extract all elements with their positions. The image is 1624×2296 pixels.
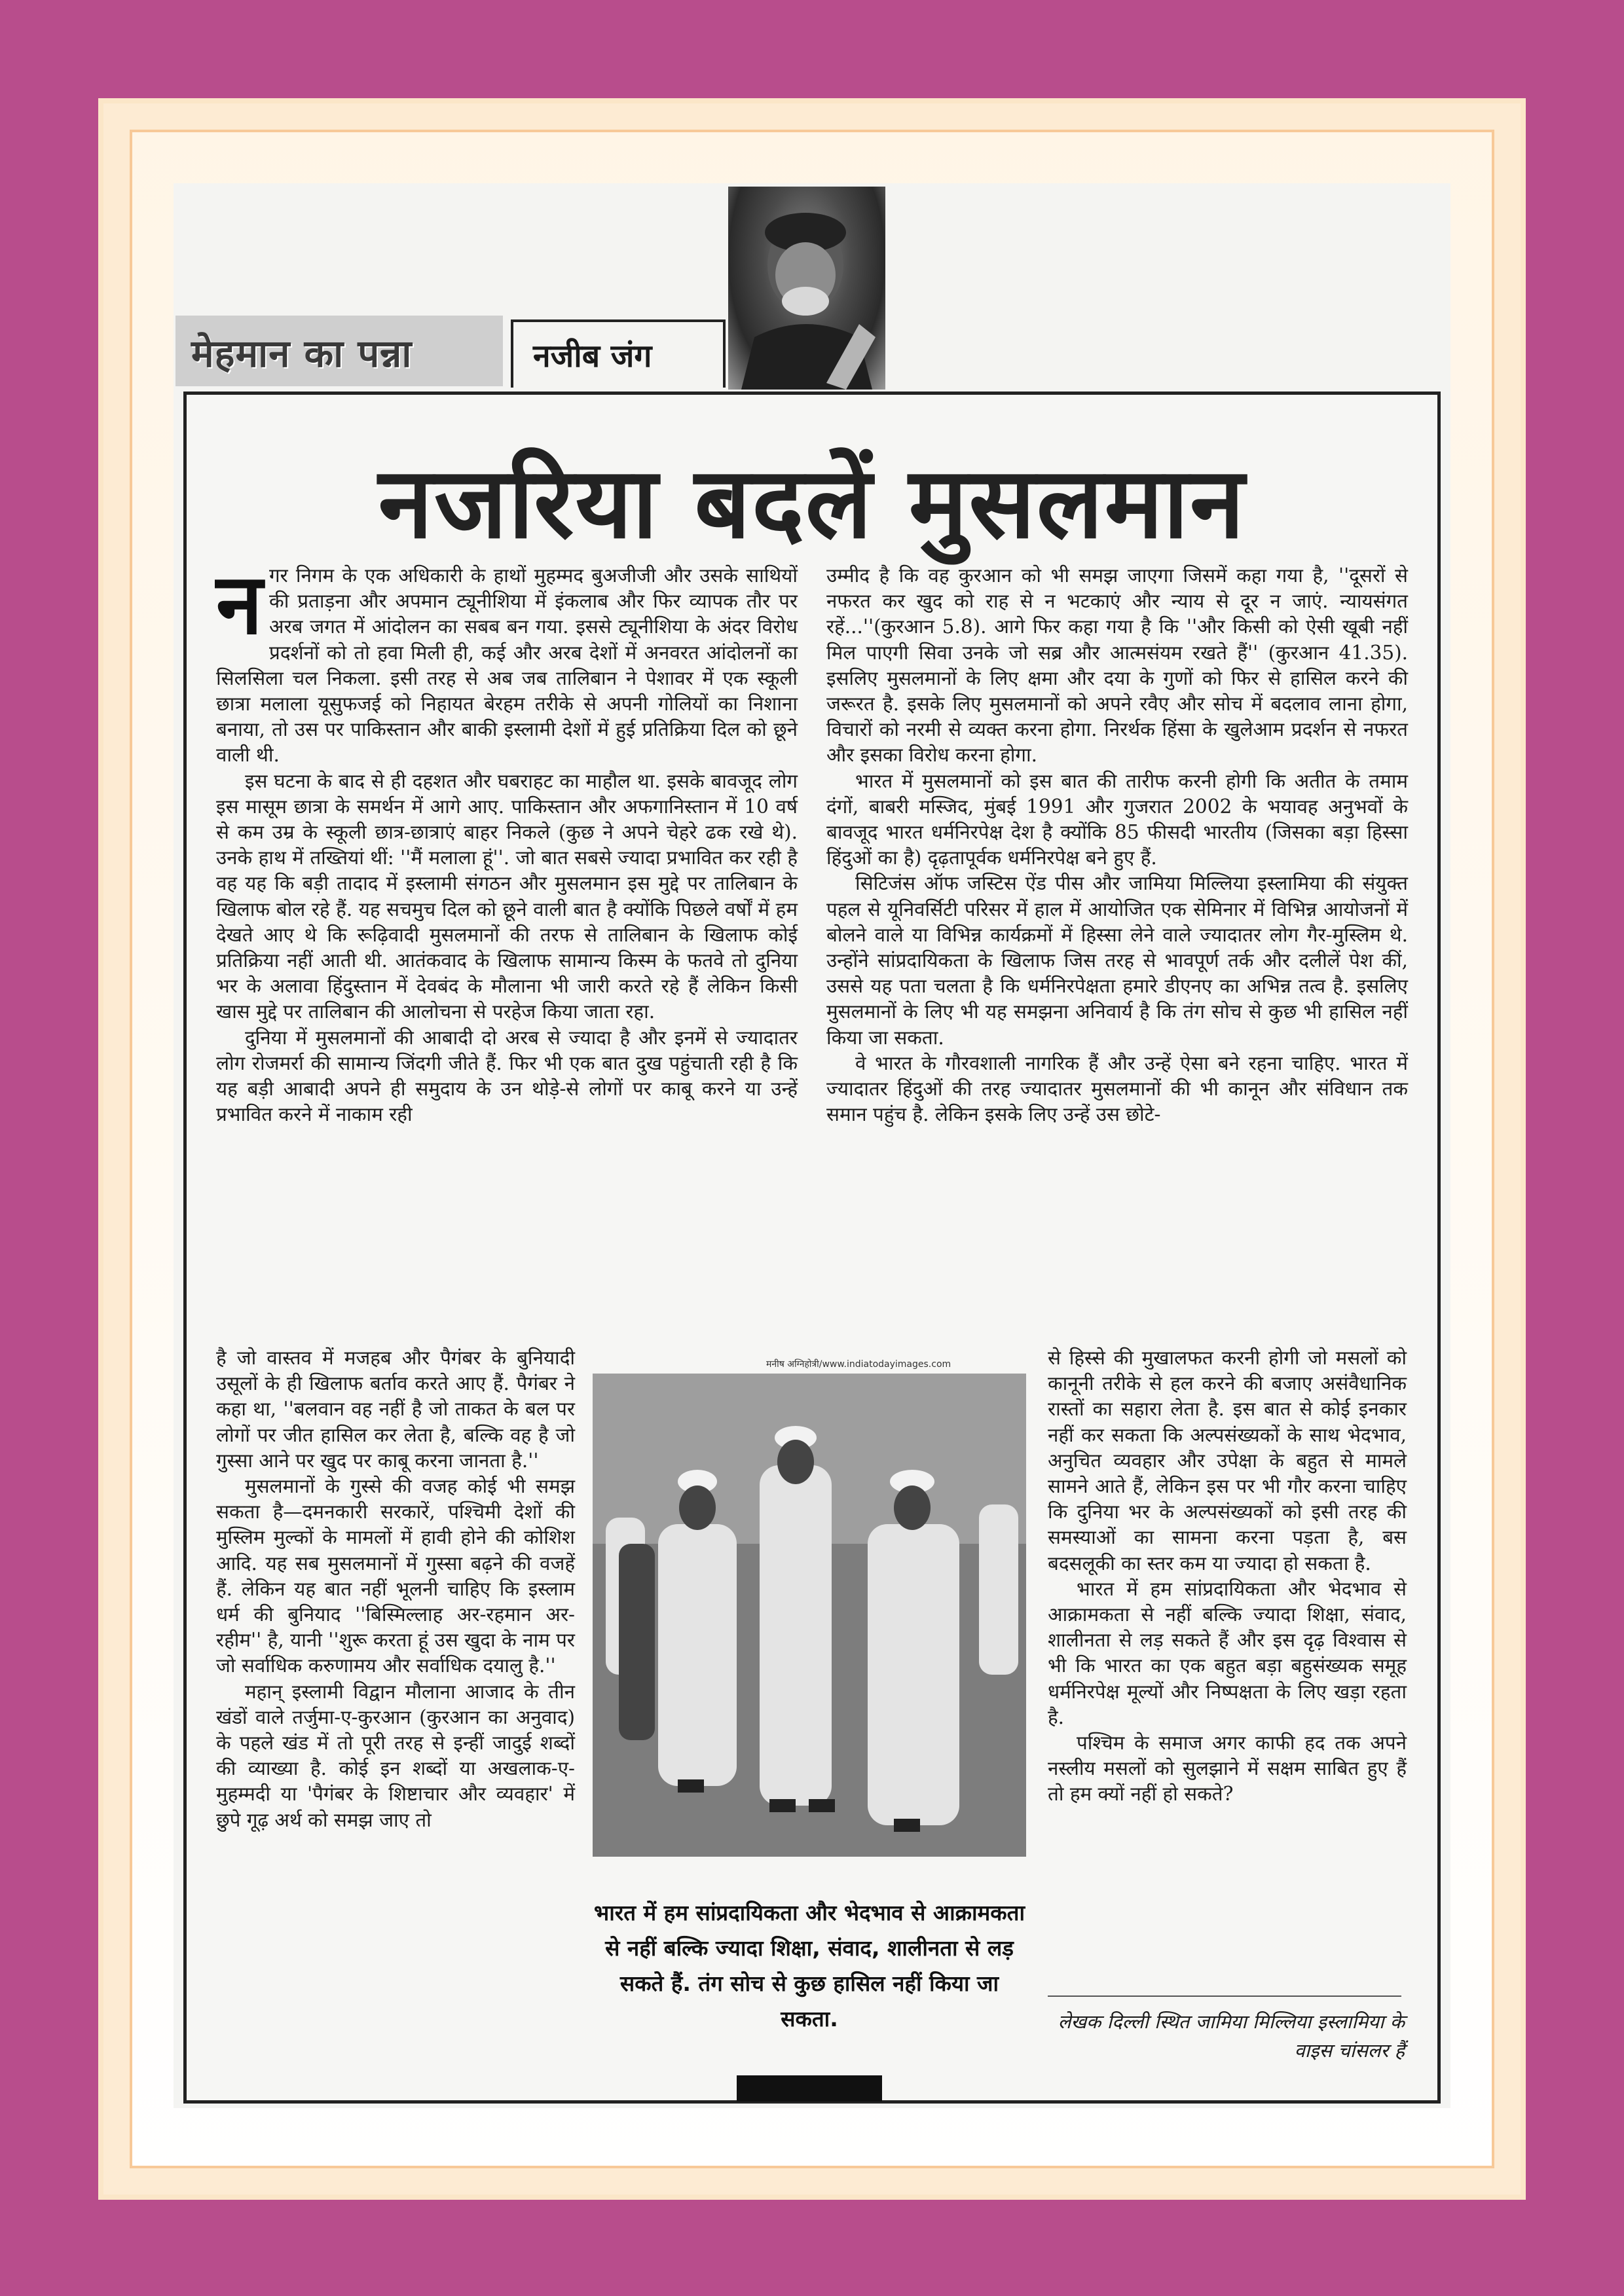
article-paragraph: पश्चिम के समाज अगर काफी हद तक अपने नस्लीय मसलों को सुलझाने में सक्षम साबित हुए हैं तो हम क्यों नहीं हो सकते? — [1048, 1732, 1407, 1806]
author-name: नजीब जंग — [533, 338, 652, 374]
bottom-bar — [737, 2075, 882, 2102]
article-column-1 — [216, 556, 798, 1127]
article-paragraph: सिटिजंस ऑफ जस्टिस ऐंड पीस और जामिया मिल्लिया इस्लामिया की संयुक्त पहल से यूनिवर्सिटी परिसर में हाल में आयोजित एक सेमिनार में विभिन्न आयोजनों में बोलने वाले या विभिन्न कार्यक्रमों में हिस्सा लेने वाले ज्यादातर लोग गैर-मुस्लिम थे. उन्होंने सांप्रदायिकता के खिलाफ जिस तरह से भावपूर्ण तर्क और दलीलें पेश कीं, उससे यह पता चलता है कि धर्मनिरपेक्षता हमारे डीएनए का अभिन्न तत्व है. इसलिए मुसलमानों के लिए भी यह समझना अनिवार्य है कि तंग सोच से कुछ भी हासिल नहीं किया जा सकता. — [826, 872, 1408, 1049]
drop-cap: न — [216, 556, 263, 653]
article-paragraph: महान् इस्लामी विद्वान मौलाना आजाद के तीन खंडों वाले तर्जुमा-ए-कुरआन (कुरआन का अनुवाद) के पहले खंड में तो पूरी तरह से इन्हीं जादुई शब्दों की व्याख्या है. कोई इन शब्दों या अखलाक-ए-मुहम्मदी या 'पैगंबर के शिष्टाचार और व्यवहार' में छुपे गूढ़ अर्थ को समझ जाए तो — [216, 1680, 575, 1831]
article-column-1-lower — [216, 1345, 575, 1833]
article-column-2-lower — [1048, 1345, 1407, 1808]
article-paragraph: भारत में हम सांप्रदायिकता और भेदभाव से आक्रामकता से नहीं बल्कि ज्यादा शिक्षा, संवाद, शालीनता से लड़ सकते हैं और इस दृढ़ विश्वास से भी कि भारत का एक बहुत बड़ा बहुसंख्यक समूह धर्मनिरपेक्ष मूल्यों और निष्पक्षता के लिए खड़ा रहता है. — [1048, 1577, 1407, 1728]
column-label-band — [175, 316, 503, 386]
photo-credit: मनीष अग्निहोत्री/www.indiatodayimages.com — [766, 1359, 951, 1370]
article-paragraph: इस घटना के बाद से ही दहशत और घबराहट का माहौल था. इसके बावजूद लोग इस मासूम छात्रा के समर्थन में आगे आए. पाकिस्तान और अफगानिस्तान में 10 वर्ष से कम उम्र के स्कूली छात्र-छात्राएं बाहर निकले (कुछ ने अपने चेहरे ढक रखे थे). उनके हाथ में तख्तियां थीं: ''मैं मलाला हूं''. जो बात सबसे ज्यादा प्रभावित कर रही है वह यह कि बड़ी तादाद में इस्लामी संगठन और मुसलमान इस मुद्दे पर तालिबान के खिलाफ बोल रहे हैं. यह सचमुच दिल को छूने वाली बात है क्योंकि पिछले वर्षों में हम देखते आए थे कि रूढ़िवादी मुसलमानों की तरफ से तालिबान के खिलाफ कोई प्रतिक्रिया नहीं आती थी. आतंकवाद के खिलाफ सामान्य किस्म के फतवे तो दुनिया भर के अलावा हिंदुस्तान में देवबंद के मौलाना भी जारी करते रहे हैं लेकिन किसी खास मुद्दे पर तालिबान की आलोचना से परहेज किया जाता रहा. — [216, 769, 798, 1023]
article-paragraph: मुसलमानों के गुस्से की वजह कोई भी समझ सकता है—दमनकारी सरकारें, पश्चिमी देशों की मुस्लिम मुल्कों के मामलों में हावी होने की कोशिश आदि. यह सब मुसलमानों में गुस्सा बढ़ने की वजहें हैं. लेकिन यह बात नहीं भूलनी चाहिए कि इस्लाम धर्म की बुनियाद ''बिस्मिल्लाह अर-रहमान अर-रहीम'' है, यानी ''शुरू करता हूं उस खुदा के नाम पर जो सर्वाधिक करुणामय और सर्वाधिक दयालु है.'' — [216, 1475, 575, 1677]
article-paragraph: से हिस्से की मुखालफत करनी होगी जो मसलों को कानूनी तरीके से हल करने की बजाए असंवैधानिक रास्तों का सहारा लेता है. इस बात से कोई इनकार नहीं कर सकता कि अल्पसंख्यकों के साथ भेदभाव, अनुचित व्यवहार और उपेक्षा के बहुत से मामले सामने आते हैं, लेकिन इस पर भी गौर करना चाहिए कि दुनिया भर के अल्पसंख्यकों को इसी तरह की समस्याओं का सामना करना पड़ता है, बस बदसलूकी का स्तर कम या ज्यादा हो सकता है. — [1048, 1347, 1407, 1575]
article-column-2 — [826, 563, 1408, 1127]
article-paragraph: दुनिया में मुसलमानों की आबादी दो अरब से ज्यादा है और इनमें से ज्यादातर लोग रोजमर्रा की सामान्य जिंदगी जीते हैं. फिर भी एक बात दुख पहुंचाती रही है कि यह बड़ी आबादी अपने ही समुदाय के उन थोड़े-से लोगों पर काबू करने या उन्हें प्रभावित करने में नाकाम रही — [216, 1026, 798, 1126]
article-paragraph: भारत में मुसलमानों को इस बात की तारीफ करनी होगी कि अतीत के तमाम दंगों, बाबरी मस्जिद, मुंबई 1991 और गुजरात 2002 के भयावह अनुभवों के बावजूद भारत धर्मनिरपेक्ष देश है क्योंकि 85 फीसदी भारतीय (जिसका बड़ा हिस्सा हिंदुओं का है) दृढ़तापूर्वक धर्मनिरपेक्ष बने हुए हैं. — [826, 769, 1408, 869]
article-photo — [593, 1374, 1026, 1857]
author-photo — [728, 187, 885, 390]
headline: नजरिया बदलें मुसलमान — [378, 446, 1246, 560]
article-paragraph: वे भारत के गौरवशाली नागरिक हैं और उन्हें ऐसा बने रहना चाहिए. भारत में ज्यादातर हिंदुओं की तरह ज्यादातर मुसलमानों की भी कानून और संविधान तक समान पहुंच है. लेकिन इसके लिए उन्हें उस छोटे- — [826, 1051, 1408, 1126]
column-label: मेहमान का पन्ना — [191, 331, 413, 376]
article-paragraph: नगर निगम के एक अधिकारी के हाथों मुहम्मद बुअजीजी और उसके साथियों की प्रताड़ना और अपमान ट्यूनीशिया में इंकलाब और फिर व्यापक तौर पर अरब जगत में आंदोलन का सबब बन गया. इससे ट्यूनीशिया के अंदर विरोध प्रदर्शनों को तो हवा मिली ही, कई और अरब देशों में अनवरत आंदोलनों का सिलसिला चल निकला. इसी तरह से अब जब तालिबान ने पेशावर में एक स्कूली छात्रा मलाला यूसुफजई को निहायत बेरहम तरीके से अपनी गोलियों का निशाना बनाया, तो उस पर पाकिस्तान और बाकी इस्लामी देशों में हुई प्रतिक्रिया दिल को छूने वाली थी. — [216, 556, 798, 767]
author-byline: लेखक दिल्ली स्थित जामिया मिल्लिया इस्लामिया के वाइस चांसलर हैं — [1058, 2011, 1405, 2062]
photo-caption: भारत में हम सांप्रदायिकता और भेदभाव से आक्रामकता से नहीं बल्कि ज्यादा शिक्षा, संवाद, शालीनता से लड़ सकते हैं. तंग सोच से कुछ हासिल नहीं किया जा सकता. — [594, 1900, 1025, 2032]
byline-rule — [1048, 1995, 1401, 1997]
article-paragraph: उम्मीद है कि वह कुरआन को भी समझ जाएगा जिसमें कहा गया है, ''दूसरों से नफरत कर खुद को राह से न भटकाएं और न्याय से दूर न जाएं. न्यायसंगत रहें...''(कुरआन 5.8). आगे फिर कहा गया है कि ''और किसी को ऐसी खूबी नहीं मिल पाएगी सिवा उनके जो सब्र और आत्मसंयम रखते हैं'' (कुरआन 41.35). इसलिए मुसलमानों के लिए क्षमा और दया के गुणों को फिर से हासिल करने की जरूरत है. इसके लिए मुसलमानों को अपने रवैए और सोच में बदलाव लाना होगा, विचारों को नरमी से व्यक्त करना होगा. निरर्थक हिंसा के खुलेआम प्रदर्शन से नफरत और इसका विरोध करना होगा. — [826, 564, 1408, 767]
author-tab — [511, 319, 726, 388]
article-paragraph: है जो वास्तव में मजहब और पैगंबर के बुनियादी उसूलों के ही खिलाफ बर्ताव करते आए हैं. पैगंबर ने कहा था, ''बलवान वह नहीं है जो ताकत के बल पर लोगों पर जीत हासिल कर लेता है, बल्कि वह है जो गुस्सा आने पर खुद पर काबू करना जानता है.'' — [216, 1347, 575, 1472]
